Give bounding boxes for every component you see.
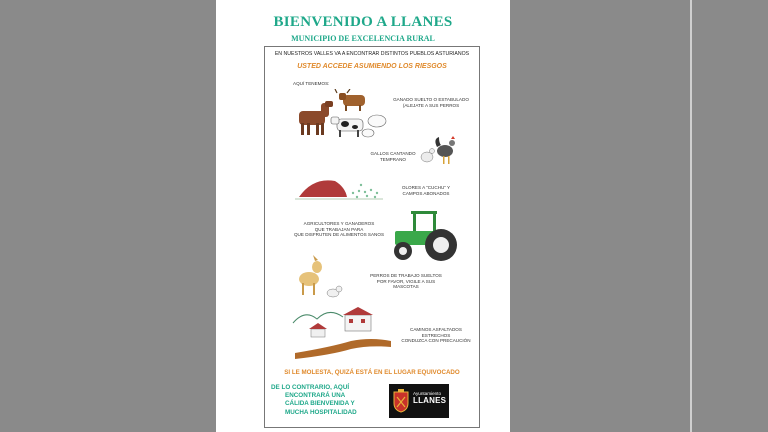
tractor-icon (394, 211, 457, 261)
poster-page (216, 0, 510, 432)
dogs-caption: PERROS DE TRABAJO SUELTOS POR FAVOR, VIGILE A SUS MASCOTAS (370, 273, 442, 290)
livestock-caption: GANADO SUELTO O ESTABULADO (ALEJATE A SUS PERROS (393, 97, 469, 108)
risk-warning: USTED ACCEDE ASUMIENDO LOS RIESGOS (297, 63, 447, 70)
crops-icon (352, 184, 378, 198)
road-caption: CAMINOS ASFALTADOS ESTRECHOS CONDUZCA CON PRECAUCIÓN (401, 327, 471, 344)
road-icon (295, 339, 391, 359)
page-edge (690, 0, 692, 432)
livestock-illustration (295, 89, 395, 147)
farmers-caption: AGRICULTORES Y GANADEROS QUE TRABAJAN PARA QUE DISFRUTEN DE ALIMENTOS SANOS (293, 221, 385, 238)
village-house-icon (343, 307, 373, 331)
highland-cow-icon (335, 89, 365, 111)
horse-icon (299, 101, 333, 135)
dogs-illustration (295, 251, 351, 303)
rooster-icon (435, 136, 455, 164)
poster-frame (264, 46, 480, 428)
small-dog-icon (327, 286, 342, 297)
coat-of-arms-icon (393, 389, 409, 413)
intro-text: EN NUESTROS VALLES VA A ENCONTRAR DISTINTOS PUEBLOS ASTURIANOS (274, 51, 470, 57)
ayuntamiento-logo (389, 384, 449, 418)
tractor-illustration (391, 207, 461, 265)
hills-icon (293, 312, 343, 323)
sheep-icon (362, 115, 386, 137)
road-illustration (291, 303, 395, 359)
bottom-warning: SI LE MOLESTA, QUIZÁ ESTÁ EN EL LUGAR EQUIVOCADO (284, 369, 460, 376)
poster-title: BIENVENIDO A LLANES (273, 14, 453, 30)
horreo-icon (309, 323, 327, 337)
dairy-cow-icon (331, 117, 363, 137)
rooster-illustration (419, 133, 465, 167)
rooster-caption: GALLOS CANTANDO TEMPRANO (370, 151, 416, 162)
work-dog-icon (299, 255, 322, 295)
logo-text: Ayuntamiento LLANES (413, 391, 447, 405)
manure-caption: OLORES A “CUCHU” Y CAMPOS ABONADOS (401, 185, 451, 196)
closing-message: DE LO CONTRARIO, AQUÍ ENCONTRARÁ UNA CÁLIDA BIENVENIDA Y MUCHA HOSPITALIDAD (271, 384, 357, 416)
hen-icon (421, 149, 435, 163)
manure-pile-icon (299, 180, 347, 197)
poster-subtitle: MUNICIPIO DE EXCELENCIA RURAL (291, 34, 435, 43)
aqui-tenemos-label: AQUÍ TENEMOS: (293, 81, 330, 86)
manure-illustration (295, 171, 385, 205)
